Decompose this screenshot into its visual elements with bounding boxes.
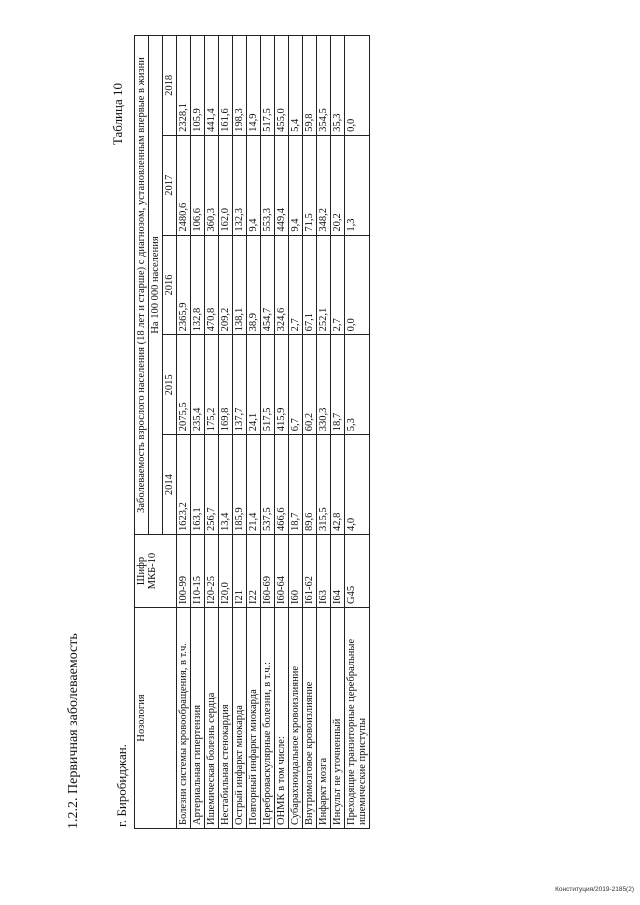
header-year: 2014 [163, 435, 177, 535]
row-value: 169,8 [219, 335, 233, 435]
row-value: 20,2 [331, 135, 345, 235]
row-value: 415,9 [275, 335, 289, 435]
row-nosology: ОНМК в том числе: [275, 608, 289, 829]
row-value: 348,2 [317, 135, 331, 235]
row-value: 14,9 [247, 36, 261, 136]
row-icd-code: I00-99 [177, 535, 191, 608]
header-icd: Шифр МКБ-10 [135, 535, 177, 608]
row-value: 21,4 [247, 435, 261, 535]
row-icd-code: I10-15 [191, 535, 205, 608]
city-label: г. Биробиджан. [114, 744, 129, 827]
rotated-page [60, 23, 580, 881]
row-nosology: Внутримозговое кровоизлияние [303, 608, 317, 829]
row-nosology: Острый инфаркт миокарда [233, 608, 247, 829]
table-row [233, 36, 247, 829]
row-value: 67,1 [303, 235, 317, 335]
row-value: 537,5 [261, 435, 275, 535]
row-value: 105,9 [191, 36, 205, 136]
row-value: 2,7 [331, 235, 345, 335]
header-year: 2016 [163, 235, 177, 335]
header-year: 2018 [163, 36, 177, 136]
table-row [177, 36, 191, 829]
row-value: 198,3 [233, 36, 247, 136]
row-value: 455,0 [275, 36, 289, 136]
table-row [303, 36, 317, 829]
row-value: 60,2 [303, 335, 317, 435]
row-nosology: Субарахноидальное кровоизлияние [289, 608, 303, 829]
row-value: 6,7 [289, 335, 303, 435]
section-heading: 1.2.2. Первичная заболеваемость [66, 633, 81, 829]
row-value: 132,3 [233, 135, 247, 235]
row-value: 89,6 [303, 435, 317, 535]
row-value: 1623,2 [177, 435, 191, 535]
table-row [219, 36, 233, 829]
table-row [345, 36, 370, 829]
header-unit: На 100 000 населения [149, 36, 163, 535]
row-icd-code: I60-69 [261, 535, 275, 608]
row-value: 2480,6 [177, 135, 191, 235]
row-icd-code: I21 [233, 535, 247, 608]
row-nosology: Преходящие транзиторные церебральные ишемические приступы [345, 608, 370, 829]
row-nosology: Нестабильная стенокардия [219, 608, 233, 829]
morbidity-table [134, 35, 370, 829]
row-value: 2,7 [289, 235, 303, 335]
table-row [275, 36, 289, 829]
row-icd-code: I61-62 [303, 535, 317, 608]
row-value: 470,8 [205, 235, 219, 335]
row-icd-code: I60 [289, 535, 303, 608]
table-row [261, 36, 275, 829]
row-value: 138,1 [233, 235, 247, 335]
row-icd-code: I64 [331, 535, 345, 608]
row-value: 1,3 [345, 135, 370, 235]
row-value: 175,2 [205, 335, 219, 435]
row-value: 252,1 [317, 235, 331, 335]
row-value: 132,8 [191, 235, 205, 335]
row-value: 0,0 [345, 235, 370, 335]
row-value: 35,3 [331, 36, 345, 136]
row-value: 517,5 [261, 36, 275, 136]
row-value: 5,3 [345, 335, 370, 435]
header-year: 2017 [163, 135, 177, 235]
table-body [177, 36, 370, 829]
header-group: Заболеваемость взрослого населения (18 лет и старше) с диагнозом, установленным впервые в жизни [135, 36, 149, 535]
row-value: 235,4 [191, 335, 205, 435]
table-number: Таблица 10 [110, 83, 125, 146]
row-icd-code: I22 [247, 535, 261, 608]
row-icd-code: I63 [317, 535, 331, 608]
row-value: 0,0 [345, 36, 370, 136]
row-value: 454,7 [261, 235, 275, 335]
row-value: 354,5 [317, 36, 331, 136]
row-value: 38,9 [247, 235, 261, 335]
row-nosology: Инсульт не уточненный [331, 608, 345, 829]
row-value: 59,8 [303, 36, 317, 136]
table-row [205, 36, 219, 829]
row-value: 466,6 [275, 435, 289, 535]
row-value: 162,0 [219, 135, 233, 235]
row-nosology: Инфаркт мозга [317, 608, 331, 829]
header-nosology: Нозология [135, 608, 177, 829]
row-value: 256,7 [205, 435, 219, 535]
row-value: 137,7 [233, 335, 247, 435]
table-row [247, 36, 261, 829]
header-year: 2015 [163, 335, 177, 435]
row-value: 18,7 [289, 435, 303, 535]
row-icd-code: G45 [345, 535, 370, 608]
row-value: 42,8 [331, 435, 345, 535]
row-value: 161,6 [219, 36, 233, 136]
row-value: 71,5 [303, 135, 317, 235]
row-value: 24,1 [247, 335, 261, 435]
table-row [289, 36, 303, 829]
row-value: 185,9 [233, 435, 247, 535]
row-value: 9,4 [247, 135, 261, 235]
row-value: 4,0 [345, 435, 370, 535]
row-value: 315,5 [317, 435, 331, 535]
table-row [331, 36, 345, 829]
document-stamp: Конституция/2019-2185(2) [555, 886, 634, 893]
row-value: 330,3 [317, 335, 331, 435]
row-nosology: Артериальная гипертензия [191, 608, 205, 829]
row-value: 209,2 [219, 235, 233, 335]
row-icd-code: I60-64 [275, 535, 289, 608]
row-value: 9,4 [289, 135, 303, 235]
row-value: 517,5 [261, 335, 275, 435]
row-nosology: Ишемическая болезнь сердца [205, 608, 219, 829]
row-value: 441,4 [205, 36, 219, 136]
row-value: 449,4 [275, 135, 289, 235]
row-value: 5,4 [289, 36, 303, 136]
table-row [191, 36, 205, 829]
row-icd-code: I20-25 [205, 535, 219, 608]
row-value: 18,7 [331, 335, 345, 435]
row-value: 13,4 [219, 435, 233, 535]
row-value: 324,6 [275, 235, 289, 335]
row-nosology: Болезни системы кровообращения, в т.ч. [177, 608, 191, 829]
row-nosology: Цереброваскулярные болезни, в т.ч.: [261, 608, 275, 829]
row-nosology: Повторный инфаркт миокарда [247, 608, 261, 829]
row-value: 2328,1 [177, 36, 191, 136]
table-row [317, 36, 331, 829]
row-value: 163,1 [191, 435, 205, 535]
row-value: 2075,5 [177, 335, 191, 435]
row-icd-code: I20,0 [219, 535, 233, 608]
row-value: 553,3 [261, 135, 275, 235]
row-value: 360,3 [205, 135, 219, 235]
row-value: 2365,9 [177, 235, 191, 335]
row-value: 106,6 [191, 135, 205, 235]
